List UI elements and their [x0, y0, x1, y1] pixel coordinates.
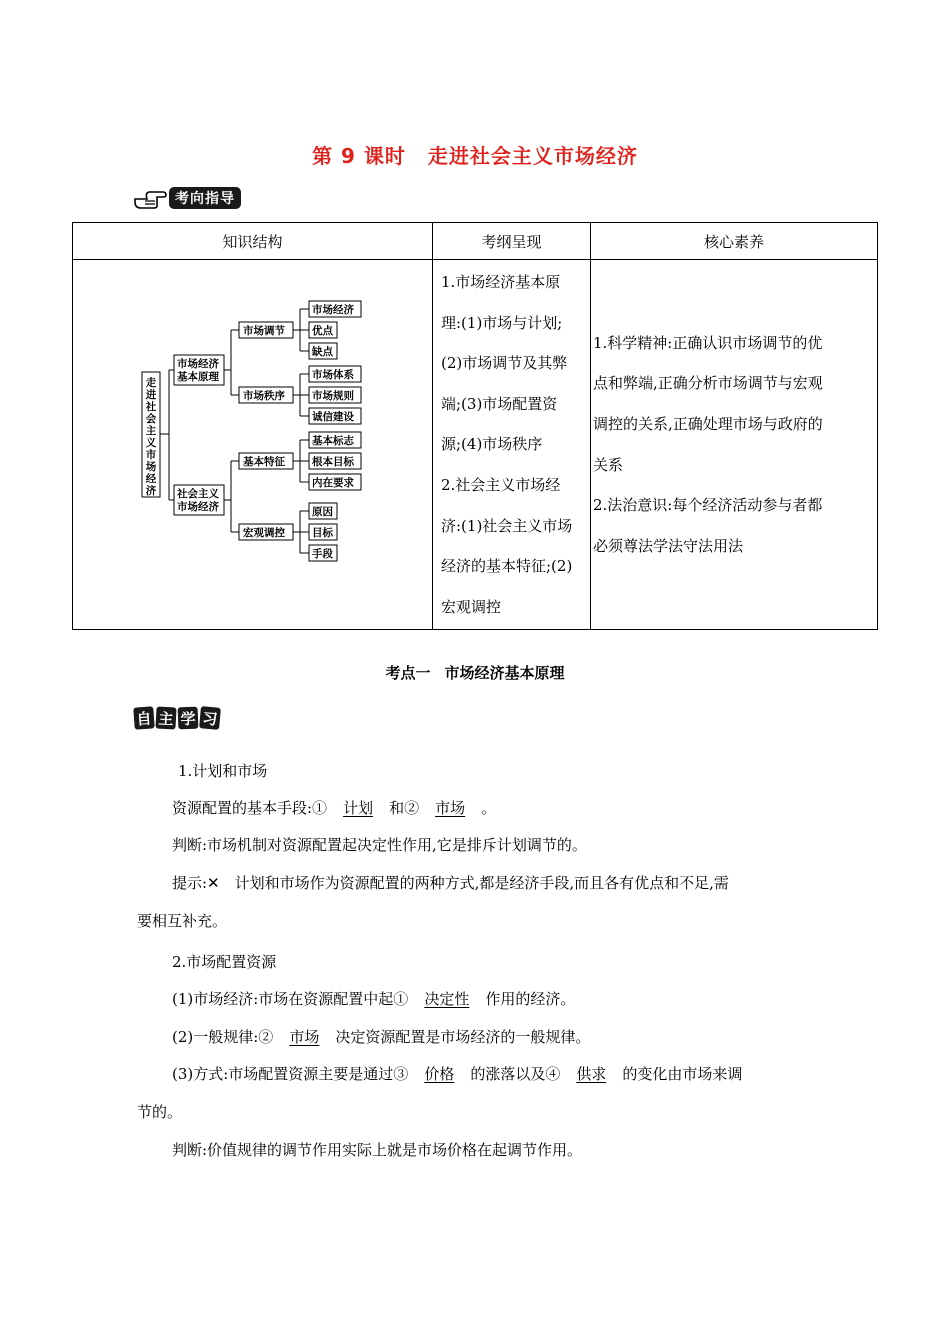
syllabus-line: 宏观调控 — [441, 597, 502, 616]
literacy-line: 2.法治意识:每个经济活动参与者都 — [593, 496, 823, 515]
diagram-mid: 市场秩序 — [243, 389, 285, 402]
study-badge-char: 主 — [155, 706, 176, 729]
diagram-leaf: 诚信建设 — [312, 410, 354, 423]
guide-badge — [133, 187, 241, 209]
diagram-leaf: 市场体系 — [312, 368, 354, 381]
svg-text:市: 市 — [145, 448, 157, 461]
hint-line-cont: 要相互补充。 — [137, 912, 228, 930]
heading-market-allocation: 2.市场配置资源 — [172, 953, 277, 971]
syllabus-cell — [433, 260, 591, 630]
syllabus-line: 源;(4)市场秩序 — [441, 435, 543, 454]
svg-text:济: 济 — [145, 484, 157, 497]
page-title — [0, 140, 950, 169]
diagram-branch1-line2: 基本原理 — [177, 370, 219, 383]
diagram-leaf: 基本标志 — [312, 434, 354, 447]
answer-blank: 供求 — [576, 1065, 607, 1083]
answer-blank: 计划 — [343, 799, 374, 817]
answer-blank: 市场 — [435, 799, 466, 817]
syllabus-line: 理:(1)市场与计划; — [441, 313, 563, 332]
diagram-mid: 基本特征 — [243, 455, 285, 468]
answer-blank: 决定性 — [424, 990, 470, 1008]
pointing-hand-icon — [133, 187, 167, 209]
judgement-line: 判断:价值规律的调节作用实际上就是市场价格在起调节作用。 — [172, 1141, 583, 1159]
study-badge-char: 自 — [133, 706, 154, 729]
diagram-leaf: 根本目标 — [312, 455, 354, 468]
literacy-line: 点和弊端,正确分析市场调节与宏观 — [593, 374, 823, 393]
syllabus-line: 济:(1)社会主义市场 — [441, 516, 573, 535]
syllabus-line: 1.市场经济基本原 — [441, 273, 561, 291]
section-label: 考点一 — [385, 664, 431, 682]
diagram-branch1-line1: 市场经济 — [177, 357, 219, 370]
syllabus-line: 2.社会主义市场经 — [441, 475, 561, 494]
section-name: 市场经济基本原理 — [444, 664, 565, 682]
diagram-leaf: 目标 — [312, 526, 333, 539]
diagram-leaf: 优点 — [312, 324, 333, 337]
literacy-line: 1.科学精神:正确认识市场调节的优 — [593, 333, 823, 352]
study-badge-char: 习 — [199, 706, 221, 730]
content-line: (2)一般规律:② 市场 决定资源配置是市场经济的一般规律。 — [172, 1028, 591, 1046]
answer-blank: 市场 — [289, 1028, 320, 1046]
svg-text:走: 走 — [145, 376, 157, 389]
svg-text:义: 义 — [145, 436, 157, 449]
heading-plan-market: 1.计划和市场 — [178, 762, 268, 780]
diagram-leaf: 原因 — [312, 505, 333, 518]
svg-text:经: 经 — [145, 472, 157, 485]
syllabus-line: (2)市场调节及其弊 — [441, 354, 568, 373]
svg-text:社: 社 — [145, 400, 157, 413]
literacy-cell — [591, 260, 878, 630]
diagram-mid: 宏观调控 — [243, 526, 285, 539]
answer-blank: 价格 — [424, 1065, 455, 1083]
diagram-branch2-line2: 市场经济 — [177, 500, 219, 513]
judgement-line: 判断:市场机制对资源配置起决定性作用,它是排斥计划调节的。 — [172, 836, 587, 854]
diagram-leaf: 缺点 — [312, 345, 333, 358]
diagram-branch2-line1: 社会主义 — [177, 487, 219, 500]
diagram-leaf: 市场规则 — [312, 389, 354, 402]
svg-text:主: 主 — [145, 424, 157, 437]
diagram-root — [145, 376, 157, 497]
study-badge — [134, 707, 222, 729]
literacy-line: 必须尊法学法守法用法 — [593, 536, 744, 555]
guide-badge-label: 考向指导 — [169, 187, 241, 209]
diagram-leaf: 内在要求 — [312, 476, 354, 489]
content-line: (1)市场经济:市场在资源配置中起① 决定性 作用的经济。 — [172, 990, 576, 1008]
lesson-number: 第 9 课时 — [312, 144, 406, 168]
content-line: 资源配置的基本手段:① 计划 和② 市场 。 — [172, 799, 497, 817]
content-line: (3)方式:市场配置资源主要是通过③ 价格 的涨落以及④ 供求 的变化由市场来调 — [172, 1065, 743, 1083]
knowledge-structure-cell — [73, 260, 433, 630]
header-syllabus: 考纲呈现 — [433, 223, 591, 260]
svg-text:场: 场 — [145, 460, 157, 473]
svg-text:进: 进 — [145, 388, 157, 401]
svg-text:会: 会 — [145, 412, 157, 425]
knowledge-structure-diagram — [73, 262, 430, 624]
diagram-leaf: 手段 — [312, 547, 333, 560]
syllabus-line: 经济的基本特征;(2) — [441, 557, 573, 576]
guide-table — [72, 222, 878, 630]
header-literacy: 核心素养 — [591, 223, 878, 260]
diagram-mid: 市场调节 — [243, 324, 285, 337]
section-heading — [0, 662, 950, 683]
lesson-topic: 走进社会主义市场经济 — [427, 144, 638, 168]
content-line-cont: 节的。 — [137, 1103, 183, 1121]
hint-line: 提示:✕ 计划和市场作为资源配置的两种方式,都是经济手段,而且各有优点和不足,需 — [172, 874, 729, 892]
literacy-line: 调控的关系,正确处理市场与政府的 — [593, 415, 823, 434]
literacy-line: 关系 — [593, 455, 624, 474]
syllabus-line: 端;(3)市场配置资 — [441, 394, 558, 413]
study-badge-char: 学 — [178, 707, 199, 730]
diagram-leaf: 市场经济 — [312, 303, 354, 316]
header-structure: 知识结构 — [73, 223, 433, 260]
